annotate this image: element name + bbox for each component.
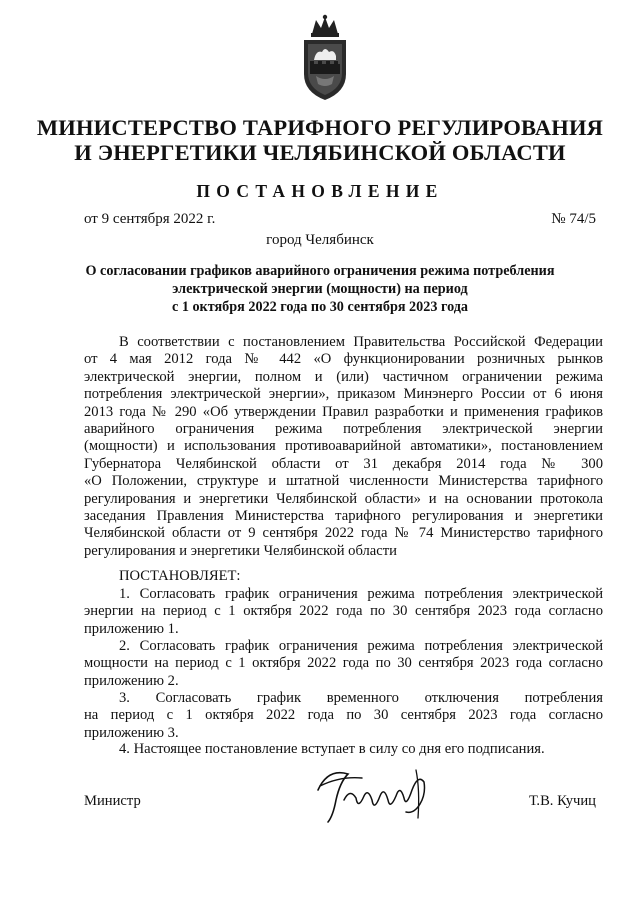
preamble-line: Губернатора Челябинской области от 31 декабря 2014 года № 300 xyxy=(84,455,603,472)
preamble-line: заседания Правления Министерства тарифного регулирования и энергетики xyxy=(84,508,603,525)
decree-item-line: мощности на период с 1 октября 2022 года по 30 сентября 2023 года согласно xyxy=(84,655,603,672)
preamble-line: от 4 мая 2012 года № 442 «О функционировании розничных рынков xyxy=(84,351,603,368)
decree-item-line: приложению 2. xyxy=(84,672,179,689)
preamble-line: В соответствии с постановлением Правительства Российской Федерации xyxy=(119,334,603,350)
coat-of-arms-icon xyxy=(298,12,352,102)
preamble-line: Челябинской области от 9 сентября 2022 года № 74 Министерство тарифного xyxy=(84,525,603,542)
decree-item-line: приложению 1. xyxy=(84,620,179,637)
preamble-paragraph xyxy=(84,334,603,560)
preamble-line: регулирования и энергетики Челябинской области xyxy=(84,542,397,559)
signatory-position: Министр xyxy=(84,793,141,809)
document-title xyxy=(0,262,640,316)
ministry-name-line2: И ЭНЕРГЕТИКИ ЧЕЛЯБИНСКОЙ ОБЛАСТИ xyxy=(74,140,566,165)
decree-item-line: 2. Согласовать график ограничения режима потребления электрической xyxy=(119,638,603,654)
signatory-name: Т.В. Кучиц xyxy=(528,793,596,809)
decree-item-4 xyxy=(84,741,603,758)
decree-item-2 xyxy=(84,638,603,690)
decree-item-line: приложению 3. xyxy=(84,724,179,741)
document-type: ПОСТАНОВЛЕНИЕ xyxy=(196,181,444,201)
decree-item-line: 3. Согласовать график временного отключения потребления xyxy=(119,690,603,706)
preamble-line: потребления электрической энергии», приказом Минэнерго России от 6 июня xyxy=(84,386,603,403)
ministry-name xyxy=(0,115,640,165)
decree-item-line: на период с 1 октября 2022 года по 30 сентября 2023 года согласно xyxy=(84,707,603,724)
decree-item-3 xyxy=(84,690,603,742)
preamble-line: (мощности) и использования противоаварийной автоматики», постановлением xyxy=(84,438,603,455)
document-number: № 74/5 xyxy=(551,211,596,227)
document-title-line2: электрической энергии (мощности) на период xyxy=(172,281,468,297)
preamble-line: аварийного ограничения режима потребления электрической энергии xyxy=(84,421,603,438)
document-title-line3: с 1 октября 2022 года по 30 сентября 2023 года xyxy=(171,299,469,315)
ministry-name-line1: МИНИСТЕРСТВО ТАРИФНОГО РЕГУЛИРОВАНИЯ xyxy=(36,115,604,140)
preamble-line: регулирования и энергетики Челябинской области» и на основании протокола xyxy=(84,490,603,507)
preamble-line: «О Положении, структуре и штатной численности Министерства тарифного xyxy=(84,473,603,490)
preamble-line: 2013 года № 290 «Об утверждении Правил разработки и применения графиков xyxy=(84,403,603,420)
decree-word: ПОСТАНОВЛЯЕТ: xyxy=(119,568,241,584)
preamble-line: электрической энергии, полном и (или) частичном ограничении режима xyxy=(84,368,603,385)
decree-item-1 xyxy=(84,586,603,638)
document-title-line1: О согласовании графиков аварийного ограничения режима потребления xyxy=(85,263,555,279)
document-city: город Челябинск xyxy=(266,232,374,248)
handwritten-signature-icon xyxy=(300,760,450,830)
decree-item-line: 1. Согласовать график ограничения режима потребления электрической xyxy=(119,586,603,602)
document-date: от 9 сентября 2022 г. xyxy=(84,211,216,227)
decree-item-line: 4. Настоящее постановление вступает в силу со дня его подписания. xyxy=(119,741,545,757)
decree-item-line: энергии на период с 1 октября 2022 года по 30 сентября 2023 года согласно xyxy=(84,603,603,620)
